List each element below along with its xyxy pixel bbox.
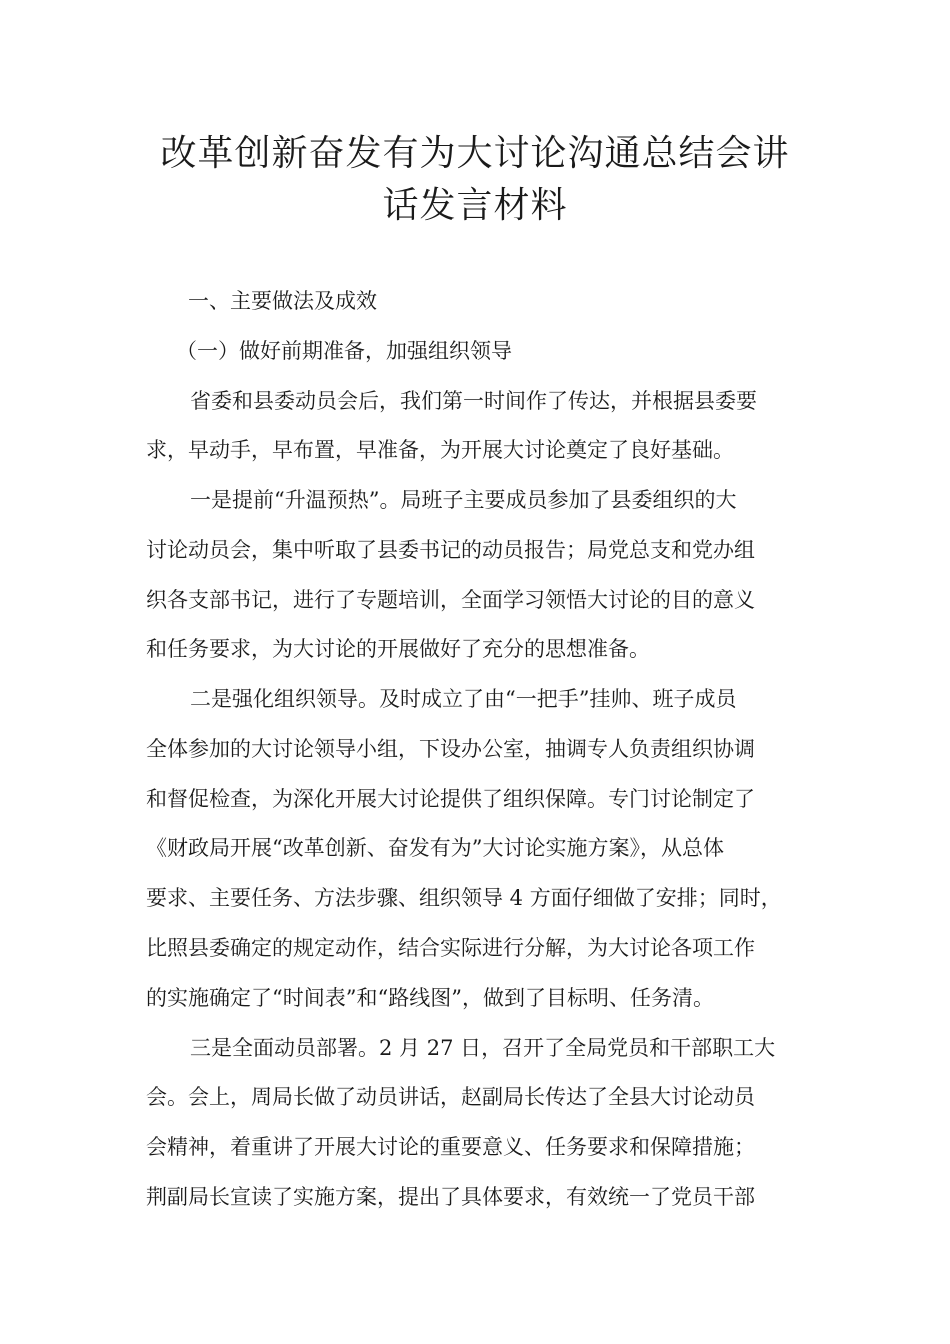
paragraph-line: 三是全面动员部署。2 月 27 日，召开了全局党员和干部职工大 <box>190 1036 776 1060</box>
paragraph-line: 讨论动员会，集中听取了县委书记的动员报告；局党总支和党办组 <box>146 538 755 562</box>
paragraph-line: 比照县委确定的规定动作，结合实际进行分解，为大讨论各项工作 <box>146 936 755 960</box>
paragraph-line: 和任务要求，为大讨论的开展做好了充分的思想准备。 <box>146 637 650 661</box>
paragraph-line: 的实施确定了“时间表”和“路线图”，做到了目标明、任务清。 <box>146 986 714 1010</box>
paragraph-line: 二是强化组织领导。及时成立了由“一把手”挂帅、班子成员 <box>190 687 737 711</box>
document-title <box>120 128 830 232</box>
subsection-heading: （一）做好前期准备，加强组织领导 <box>176 339 512 363</box>
paragraph-line: 一是提前“升温预热”。局班子主要成员参加了县委组织的大 <box>190 488 737 512</box>
title-line-2: 话发言材料 <box>382 185 568 226</box>
paragraph-line: 全体参加的大讨论领导小组，下设办公室，抽调专人负责组织协调 <box>146 737 755 761</box>
title-line-1: 改革创新奋发有为大讨论沟通总结会讲 <box>160 133 790 174</box>
paragraph-line: 会。会上，周局长做了动员讲话，赵副局长传达了全县大讨论动员 <box>146 1085 755 1109</box>
paragraph-line: 省委和县委动员会后，我们第一时间作了传达，并根据县委要 <box>190 389 757 413</box>
paragraph-line: 荆副局长宣读了实施方案，提出了具体要求，有效统一了党员干部 <box>146 1185 755 1209</box>
paragraph-line: 求，早动手，早布置，早准备，为开展大讨论奠定了良好基础。 <box>146 438 734 462</box>
paragraph-line: 要求、主要任务、方法步骤、组织领导 4 方面仔细做了安排；同时， <box>146 886 782 910</box>
paragraph-line: 织各支部书记，进行了专题培训，全面学习领悟大讨论的目的意义 <box>146 588 755 612</box>
paragraph-line: 和督促检查，为深化开展大讨论提供了组织保障。专门讨论制定了 <box>146 787 755 811</box>
paragraph-line: 会精神，着重讲了开展大讨论的重要意义、任务要求和保障措施； <box>146 1135 755 1159</box>
section-heading: 一、主要做法及成效 <box>188 289 377 313</box>
paragraph-line: 《财政局开展“改革创新、奋发有为”大讨论实施方案》，从总体 <box>146 836 724 860</box>
